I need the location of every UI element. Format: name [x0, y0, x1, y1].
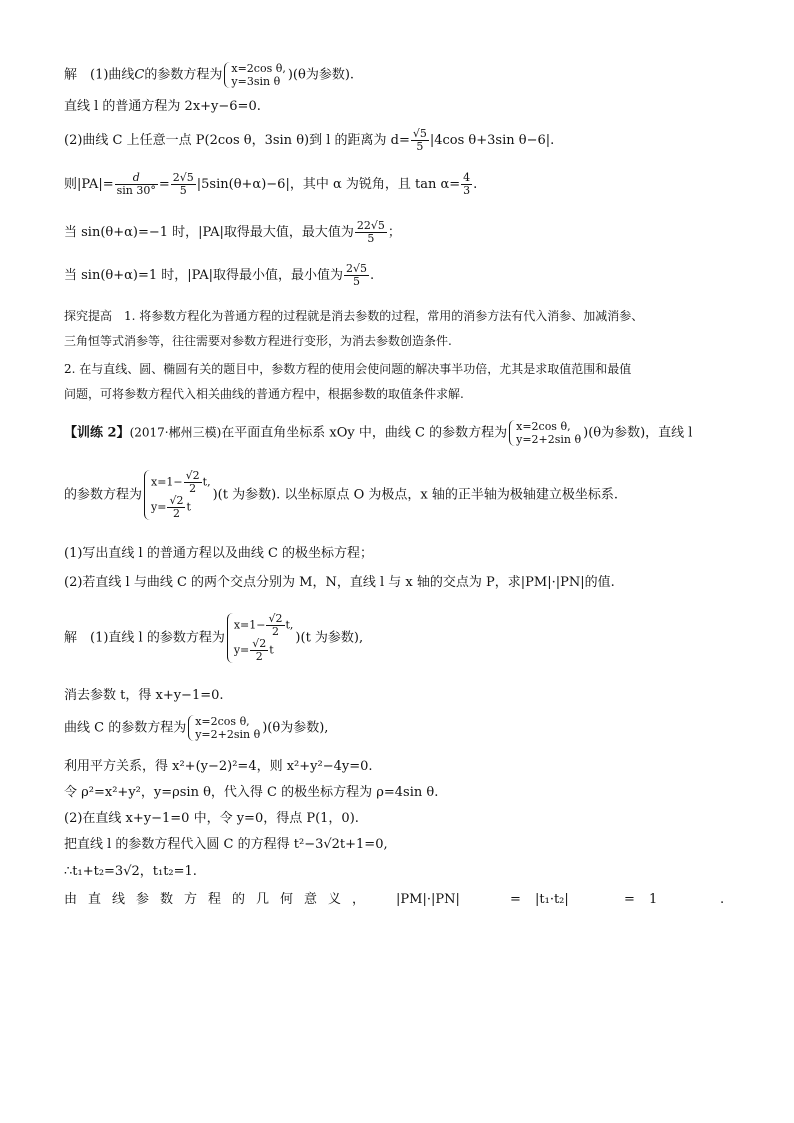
- solution-2-line-8: ∴t₁+t₂=3√2，t₁t₂=1.: [64, 864, 197, 879]
- text: 1: [649, 892, 658, 907]
- solution-1-line-1: [64, 62, 354, 88]
- text: |t₁·t₂|: [535, 892, 569, 907]
- tips-line-2: 三角恒等式消参等，往往需要对参数方程进行变形，为消去参数创造条件.: [64, 334, 452, 348]
- numerator: 4: [463, 171, 471, 184]
- text: 当 sin(θ+α)=1 时，|PA|取得最小值，最小值为: [64, 268, 343, 283]
- text: 当 sin(θ+α)=−1 时，|PA|取得最大值，最大值为: [64, 225, 354, 240]
- text: )(θ为参数),: [262, 720, 329, 736]
- solution-1-line-5: [64, 220, 401, 245]
- exercise-line-2: [64, 470, 618, 520]
- text: t: [269, 643, 274, 657]
- denominator: 5: [416, 140, 424, 153]
- equation-row: x=2cos θ,: [195, 715, 250, 728]
- text: 则|PA|=: [64, 177, 114, 192]
- equation-row: x=2cos θ,: [516, 420, 571, 433]
- fraction: [461, 172, 472, 197]
- solution-1-line-3: [64, 128, 554, 153]
- numerator: √2: [185, 469, 200, 482]
- denominator: sin 30°: [116, 184, 156, 197]
- exercise-question-1: (1)写出直线 l 的普通方程以及曲线 C 的极坐标方程；: [64, 546, 374, 561]
- exercise-tag: 【训练 2】: [64, 425, 130, 441]
- text: .: [370, 268, 375, 283]
- text: 解 (1)曲线: [64, 67, 135, 83]
- denominator: 5: [367, 232, 375, 245]
- exercise-source: (2017·郴州三模): [129, 425, 222, 440]
- solution-2-line-3: [64, 715, 328, 741]
- text: .: [473, 177, 478, 192]
- text: =: [624, 892, 635, 907]
- exercise-line-1: [64, 420, 692, 446]
- text: 的参数方程为: [144, 67, 223, 83]
- text: =: [158, 177, 170, 192]
- solution-1-line-4: [64, 172, 477, 197]
- text: x=1−: [151, 475, 183, 489]
- fraction: [171, 172, 196, 197]
- numerator: 2√5: [345, 262, 367, 275]
- fraction: [115, 172, 158, 197]
- text: =: [510, 892, 521, 907]
- text: )(t 为参数). 以坐标原点 O 为极点，x 轴的正半轴为极轴建立极坐标系.: [212, 487, 618, 503]
- text: )(θ为参数).: [287, 67, 355, 83]
- denominator: 2: [172, 507, 180, 520]
- equation-system: [227, 613, 294, 663]
- text: )(θ为参数)，直线 l: [583, 425, 693, 441]
- denominator: 2: [271, 625, 279, 638]
- solution-2-line-6: (2)在直线 x+y−1=0 中，令 y=0，得点 P(1，0).: [64, 811, 359, 826]
- numerator: √5: [412, 127, 427, 140]
- fraction: [411, 128, 429, 153]
- solution-2-line-7: 把直线 l 的参数方程代入圆 C 的方程得 t²−3√2t+1=0,: [64, 837, 388, 852]
- equation-row: [151, 495, 211, 520]
- text: t,: [285, 618, 294, 632]
- solution-2-line-5: 令 ρ²=x²+y²，y=ρsin θ，代入得 C 的极坐标方程为 ρ=4sin θ.: [64, 785, 439, 800]
- denominator: 5: [352, 275, 360, 288]
- denominator: 5: [179, 184, 187, 197]
- numerator: 22√5: [356, 219, 385, 232]
- text: |PM|·|PN|: [396, 892, 460, 907]
- numerator: 2√5: [172, 171, 194, 184]
- fraction: [355, 220, 387, 245]
- fraction: [266, 613, 284, 638]
- tips-line-3: 2. 在与直线、圆、椭圆有关的题目中，参数方程的使用会使问题的解决事半功倍，尤其是求取值范围和最值: [64, 362, 632, 376]
- fraction: [184, 470, 202, 495]
- solution-1-line-2: 直线 l 的普通方程为 2x+y−6=0.: [64, 99, 261, 114]
- solution-2-line-4: 利用平方关系，得 x²+(y−2)²=4，则 x²+y²−4y=0.: [64, 759, 373, 774]
- text: )(t 为参数),: [295, 630, 364, 646]
- text: C: [134, 67, 145, 83]
- text: .: [720, 892, 725, 907]
- text: y=: [233, 643, 250, 657]
- text: y=: [151, 500, 167, 514]
- text: 由直线参数方程的几何意义，: [64, 892, 377, 907]
- equation-row: [151, 470, 211, 495]
- denominator: 3: [463, 184, 471, 197]
- text: 在平面直角坐标系 xOy 中，曲线 C 的参数方程为: [221, 425, 508, 441]
- solution-2-line-1: [64, 613, 363, 663]
- fraction: [344, 263, 369, 288]
- equation-system: [144, 470, 211, 520]
- numerator: d: [115, 172, 158, 185]
- solution-1-line-6: [64, 263, 374, 288]
- numerator: √2: [169, 494, 184, 507]
- text: x=1−: [233, 618, 266, 632]
- text: 的参数方程为: [64, 487, 143, 503]
- tips-line-1: 探究提高 1. 将参数方程化为普通方程的过程就是消去参数的过程，常用的消参方法有代入消参、加减消参、: [64, 309, 644, 323]
- text: |4cos θ+3sin θ−6|.: [429, 133, 555, 148]
- text: 解 (1)直线 l 的参数方程为: [64, 630, 225, 646]
- text: |5sin(θ+α)−6|，其中 α 为锐角，且 tan α=: [196, 177, 461, 192]
- equation-row: y=2+2sin θ: [516, 433, 582, 446]
- equation-system: [188, 715, 260, 741]
- fraction: [250, 638, 268, 663]
- text: (2)曲线 C 上任意一点 P(2cos θ，3sin θ)到 l 的距离为 d=: [64, 133, 410, 148]
- equation-row: [234, 638, 294, 663]
- equation-row: [234, 613, 294, 638]
- equation-row: y=3sin θ: [231, 75, 281, 88]
- exercise-question-2: (2)若直线 l 与曲线 C 的两个交点分别为 M，N，直线 l 与 x 轴的交点为 P，求|PM|·|PN|的值.: [64, 575, 615, 590]
- equation-system: [224, 62, 285, 88]
- numerator: √2: [268, 612, 283, 625]
- equation-row: x=2cos θ,: [231, 62, 286, 75]
- denominator: 2: [189, 482, 197, 495]
- text: t: [186, 500, 191, 514]
- solution-2-line-2: 消去参数 t，得 x+y−1=0.: [64, 688, 224, 703]
- tips-line-4: 问题，可将参数方程代入相关曲线的普通方程中，根据参数的取值条件求解.: [64, 387, 464, 401]
- equation-system: [509, 420, 581, 446]
- numerator: √2: [252, 637, 267, 650]
- text: 曲线 C 的参数方程为: [64, 720, 187, 736]
- denominator: 2: [255, 650, 263, 663]
- equation-row: y=2+2sin θ: [195, 728, 261, 741]
- text: t,: [202, 475, 211, 489]
- text: ；: [387, 225, 401, 240]
- fraction: [167, 495, 185, 520]
